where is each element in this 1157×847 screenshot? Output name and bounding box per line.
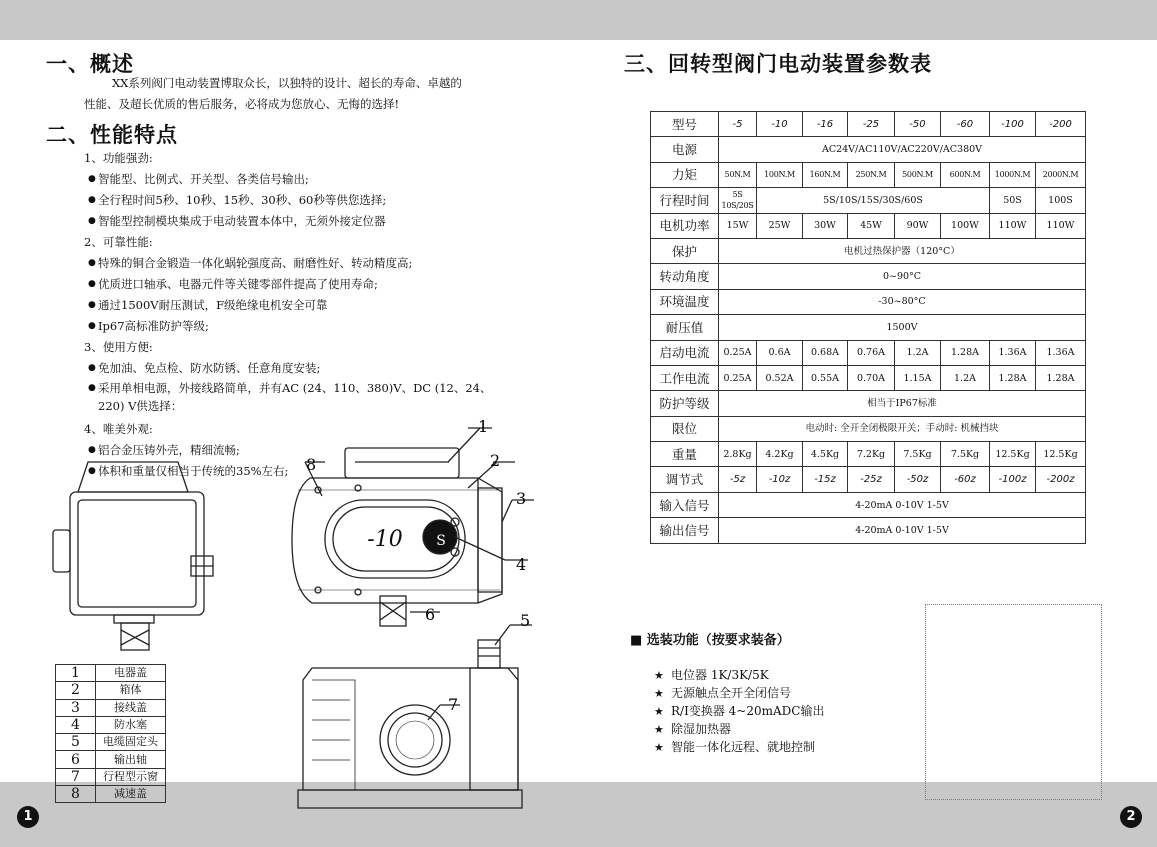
star-icon: ★ [654,687,664,700]
spec-table [650,111,1086,544]
label-motor: 电机功率 [651,213,719,238]
stroke-mid: 5S/10S/15S/30S/60S [757,188,990,213]
voltage-value: 1500V [719,315,1086,340]
torque-cell: 160N.M [803,162,848,187]
bullet-icon: ● [88,445,96,455]
part-number: 3 [56,699,96,716]
star-icon: ★ [654,669,664,682]
input-signal-value: 4-20mA 0-10V 1-5V [719,492,1086,517]
part-number: 1 [56,665,96,682]
stroke-cell: 5S 10S/20S [719,188,757,213]
feature-item: ● 特殊的铜合金锻造一体化蜗轮强度高、耐磨性好、转动精度高; [84,253,534,274]
weight-cell: 12.5Kg [990,442,1036,467]
part-name: 箱体 [96,682,166,699]
work-current-cell: 1.28A [990,365,1036,390]
weight-cell: 7.5Kg [941,442,990,467]
feature-item: ● 通过1500V耐压测试，F级绝缘电机安全可靠 [84,295,534,316]
feature-item: ● 优质进口轴承、电器元件等关键零部件提高了使用寿命; [84,274,534,295]
option-item: ★ 电位器 1K/3K/5K [654,666,824,684]
cable-gland [478,640,500,668]
side-view-shaft [121,623,149,650]
model-cell: -100 [990,112,1036,137]
bullet-icon: ● [88,216,96,226]
angle-value: 0~90°C [719,264,1086,289]
adjust-cell: -200z [1036,467,1086,492]
bullet-icon: ● [88,363,96,373]
motor-cell: 110W [990,213,1036,238]
parts-row [56,786,166,803]
motor-cell: 90W [895,213,941,238]
start-current-cell: 1.28A [941,340,990,365]
option-item: ★ 除湿加热器 [654,720,824,738]
model-cell: -16 [803,112,848,137]
parts-row [56,665,166,682]
start-current-cell: 0.6A [757,340,803,365]
side-view-cover [78,462,188,492]
adjust-cell: -25z [848,467,895,492]
row-adjust [651,467,1086,492]
start-current-cell: 0.25A [719,340,757,365]
bullet-icon: ● [88,321,96,331]
label-protect: 保护 [651,238,719,263]
part-number: 2 [56,682,96,699]
weight-cell: 4.5Kg [803,442,848,467]
weight-cell: 4.2Kg [757,442,803,467]
motor-cell: 45W [848,213,895,238]
star-icon: ★ [654,705,664,718]
weight-cell: 2.8Kg [719,442,757,467]
feature-item: ● 采用单相电源，外接线路简单，并有AC (24、110、380)V、DC (12、24、 220) V供选择： [88,381,492,413]
parts-row [56,699,166,716]
work-current-cell: 0.70A [848,365,895,390]
part-number: 4 [56,716,96,733]
feature-category: 3、使用方便: [84,340,153,354]
adjust-cell: -15z [803,467,848,492]
weight-cell: 7.2Kg [848,442,895,467]
part-number: 5 [56,734,96,751]
feature-item: ● 铝合金压铸外壳，精细流畅; [84,440,534,461]
option-item: ★ R/I变换器 4~20mADC输出 [654,702,824,720]
row-weight [651,442,1086,467]
motor-cell: 110W [1036,213,1086,238]
part-name: 接线盖 [96,699,166,716]
motor-cell: 15W [719,213,757,238]
callout-3: 3 [516,489,527,508]
model-cell: -25 [848,112,895,137]
feature-category: 1、功能强劲: [84,151,153,165]
feature-category: 2、可靠性能: [84,235,153,249]
stroke-indicator [380,705,450,775]
row-ip [651,391,1086,416]
parts-row [56,751,166,768]
stroke-cell: 100S [1036,188,1086,213]
row-power [651,137,1086,162]
label-limit: 限位 [651,416,719,441]
row-work-current [651,365,1086,390]
feature-item: ● Ip67高标准防护等级; [84,316,534,337]
label-start-current: 启动电流 [651,340,719,365]
row-input-signal [651,492,1086,517]
parts-table [55,664,166,803]
label-voltage: 耐压值 [651,315,719,340]
page-number-right: 2 [1120,806,1142,828]
page-number-left: 1 [17,806,39,828]
intro-line-1: XX系列阀门电动装置博取众长，以独特的设计、超长的寿命、卓越的 [112,76,462,90]
option-item: ★ 智能一体化远程、就地控制 [654,738,824,756]
bullet-icon: ● [88,383,96,393]
section3-title: 三、回转型阀门电动装置参数表 [624,52,932,76]
work-current-cell: 0.25A [719,365,757,390]
callout-7: 7 [448,695,459,714]
feature-item: ● 智能型、比例式、开关型、各类信号输出; [84,169,534,190]
feature-item: ● 全行程时间5秒、10秒、15秒、30秒、60秒等供您选择; [84,190,534,211]
bullet-icon: ● [88,258,96,268]
work-current-cell: 0.52A [757,365,803,390]
weight-cell: 7.5Kg [895,442,941,467]
model-cell: -50 [895,112,941,137]
star-icon: ★ [654,723,664,736]
option-item: ★ 无源触点全开全闭信号 [654,684,824,702]
motor-cell: 30W [803,213,848,238]
start-current-cell: 1.36A [990,340,1036,365]
adjust-cell: -5z [719,467,757,492]
bullet-icon: ● [88,300,96,310]
options-list [654,666,824,756]
part-number: 6 [56,751,96,768]
intro-line-2: 性能、及超长优质的售后服务，必将成为您放心、无悔的选择! [84,97,400,111]
label-work-current: 工作电流 [651,365,719,390]
part-number: 8 [56,786,96,803]
feature-item: ● 体积和重量仅相当于传统的35%左右; [84,461,534,482]
output-signal-value: 4-20mA 0-10V 1-5V [719,518,1086,543]
model-cell: -5 [719,112,757,137]
parts-row [56,734,166,751]
label-angle: 转动角度 [651,264,719,289]
feature-category: 4、唯美外观: [84,422,153,436]
label-power: 电源 [651,137,719,162]
stroke-cell: 50S [990,188,1036,213]
model-cell: -60 [941,112,990,137]
part-name: 防水塞 [96,716,166,733]
motor-cell: 25W [757,213,803,238]
weight-cell: 12.5Kg [1036,442,1086,467]
protect-value: 电机过热保护器（120°C） [719,238,1086,263]
motor-cell: 100W [941,213,990,238]
part-name: 行程型示窗 [96,768,166,785]
adjust-cell: -100z [990,467,1036,492]
label-stroke: 行程时间 [651,188,719,213]
work-current-cell: 0.55A [803,365,848,390]
part-name: 电器盖 [96,665,166,682]
work-current-cell: 1.28A [1036,365,1086,390]
label-torque: 力矩 [651,162,719,187]
bullet-icon: ● [88,466,96,476]
model-cell: -10 [757,112,803,137]
parts-row [56,768,166,785]
start-current-cell: 1.36A [1036,340,1086,365]
start-current-cell: 0.68A [803,340,848,365]
row-motor [651,213,1086,238]
part-number: 7 [56,768,96,785]
power-value: AC24V/AC110V/AC220V/AC380V [719,137,1086,162]
adjust-cell: -60z [941,467,990,492]
temp-value: -30~80°C [719,289,1086,314]
bullet-icon: ● [88,174,96,184]
section1-title: 一、概述 [46,52,134,76]
parts-row [56,682,166,699]
callout-1: 1 [478,417,489,436]
row-torque [651,162,1086,187]
label-weight: 重量 [651,442,719,467]
front-view-body [303,668,518,790]
bullet-icon: ● [88,195,96,205]
section2-title: 二、性能特点 [46,123,178,147]
start-current-cell: 0.76A [848,340,895,365]
torque-cell: 1000N.M [990,162,1036,187]
adjust-cell: -10z [757,467,803,492]
row-model [651,112,1086,137]
torque-cell: 250N.M [848,162,895,187]
parts-row [56,716,166,733]
label-temp: 环境温度 [651,289,719,314]
part-name: 减速盖 [96,786,166,803]
work-current-cell: 1.2A [941,365,990,390]
image-placeholder-box [925,604,1102,800]
row-temp [651,289,1086,314]
top-view-cover [345,448,459,478]
callout-2: 2 [490,451,501,470]
options-title: ■ 选装功能（按要求装备） [630,633,790,648]
row-output-signal [651,518,1086,543]
label-output-signal: 输出信号 [651,518,719,543]
row-stroke [651,188,1086,213]
row-angle [651,264,1086,289]
side-view-body [70,492,204,615]
adjust-cell: -50z [895,467,941,492]
indicator-s-label: S [436,533,446,549]
row-protect [651,238,1086,263]
label-input-signal: 输入信号 [651,492,719,517]
torque-cell: 500N.M [895,162,941,187]
label-ip: 防护等级 [651,391,719,416]
label-adjust: 调节式 [651,467,719,492]
ip-value: 相当于IP67标准 [719,391,1086,416]
model-cell: -200 [1036,112,1086,137]
part-name: 电缆固定头 [96,734,166,751]
callout-5: 5 [520,611,531,630]
torque-cell: 2000N.M [1036,162,1086,187]
row-start-current [651,340,1086,365]
start-current-cell: 1.2A [895,340,941,365]
limit-value: 电动时: 全开全闭极限开关；手动时: 机械挡块 [719,416,1086,441]
callout-6: 6 [425,605,436,624]
star-icon: ★ [654,741,664,754]
callout-8: 8 [306,455,317,474]
label-model: 型号 [651,112,719,137]
bullet-icon: ● [88,279,96,289]
feature-item: ● 智能型控制模块集成于电动装置本体中，无须外接定位器 [84,211,534,232]
row-voltage [651,315,1086,340]
torque-cell: 50N.M [719,162,757,187]
part-name: 输出轴 [96,751,166,768]
model-number-label: -10 [367,527,403,552]
torque-cell: 600N.M [941,162,990,187]
work-current-cell: 1.15A [895,365,941,390]
feature-item: ● 免加油、免点检、防水防锈、任意角度安装; [84,358,534,379]
callout-4: 4 [516,555,527,574]
torque-cell: 100N.M [757,162,803,187]
row-limit [651,416,1086,441]
